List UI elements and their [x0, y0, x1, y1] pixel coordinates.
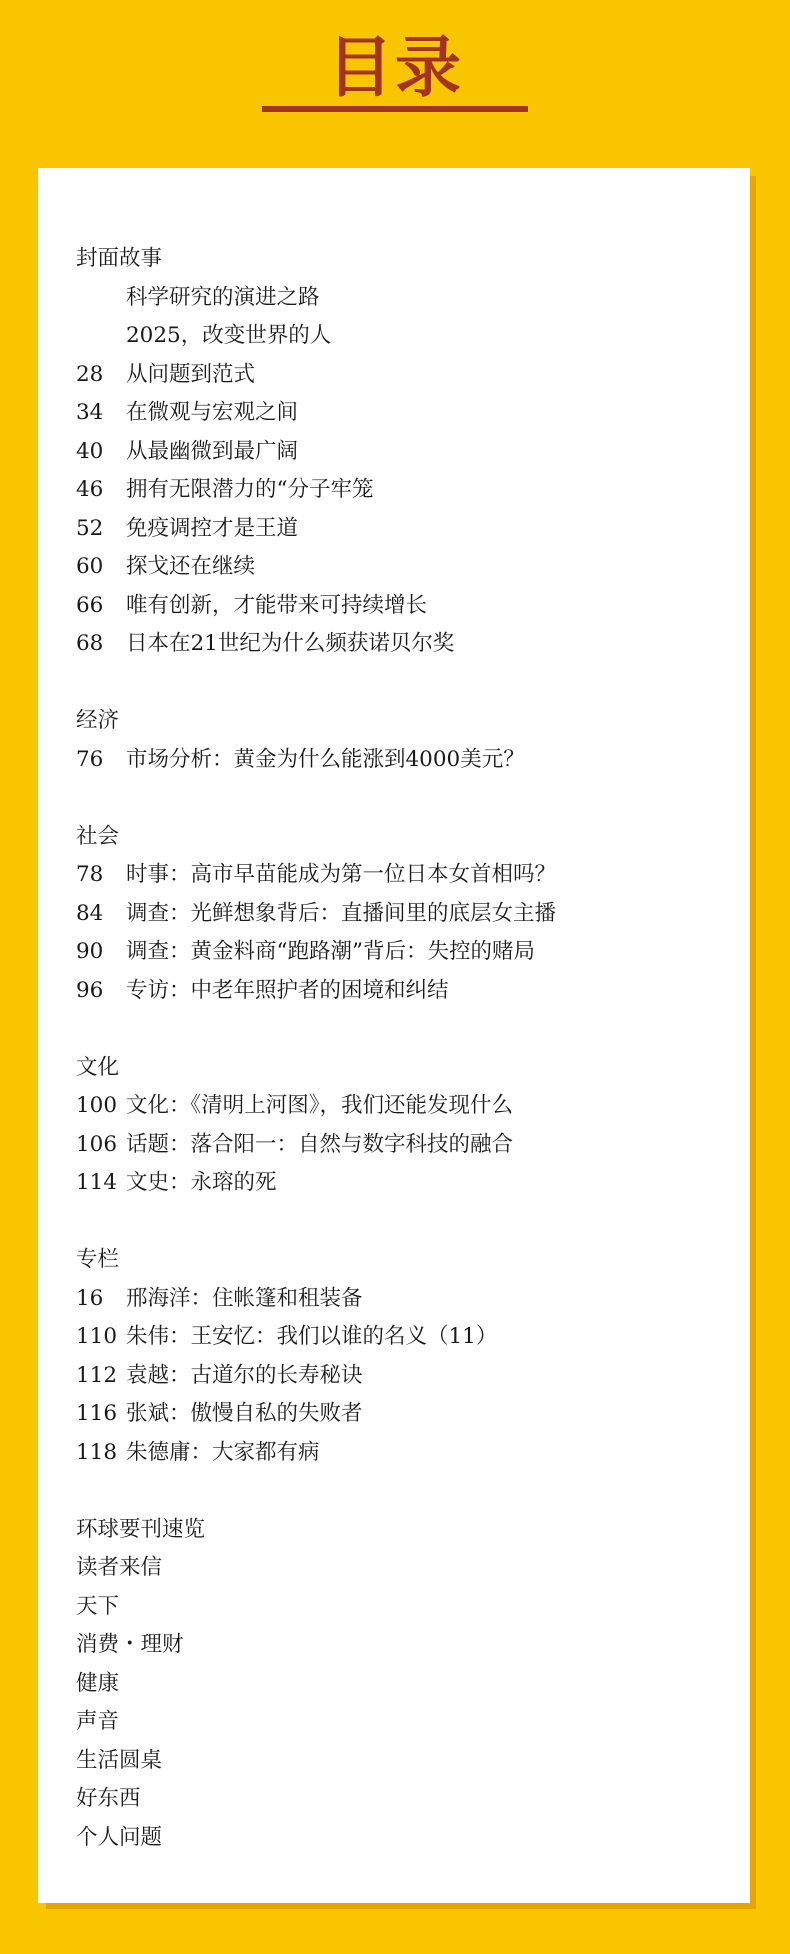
toc-title: 文史：永瑢的死	[126, 1170, 277, 1195]
toc-page-number: 46	[76, 477, 104, 502]
toc-entry[interactable]	[76, 548, 696, 587]
section-spacer	[76, 779, 696, 818]
toc-entry[interactable]	[76, 972, 696, 1011]
toc-title: 调查：光鲜想象背后：直播间里的底层女主播	[126, 900, 557, 926]
department-link[interactable]: 个人问题	[76, 1824, 163, 1850]
toc-page-number: 60	[76, 554, 104, 579]
toc-title: 袁越：古道尔的长寿秘诀	[126, 1362, 363, 1388]
section-spacer	[76, 1472, 696, 1511]
toc-page-number: 34	[76, 400, 104, 425]
toc-entry[interactable]	[76, 433, 696, 472]
section-heading-columns: 专栏	[76, 1247, 120, 1272]
toc-entry[interactable]	[76, 1318, 696, 1357]
toc-page-number: 52	[76, 515, 104, 541]
department-link[interactable]: 健康	[76, 1670, 120, 1696]
toc-page-number: 84	[76, 900, 104, 926]
toc-title: 日本在21世纪为什么频获诺贝尔奖	[126, 631, 455, 656]
toc-title: 市场分析：黄金为什么能涨到4000美元？	[126, 746, 525, 772]
toc-page-number: 112	[76, 1362, 118, 1388]
toc-title: 朱伟：王安忆：我们以谁的名义（11）	[126, 1324, 498, 1349]
toc-title: 邢海洋：住帐篷和租装备	[126, 1285, 363, 1311]
toc-title: 从问题到范式	[126, 361, 256, 387]
toc-title: 专访：中老年照护者的困境和纠结	[126, 977, 449, 1003]
department-link[interactable]: 好东西	[76, 1786, 141, 1811]
toc-title: 唯有创新，才能带来可持续增长	[126, 592, 428, 618]
toc-title: 张斌：傲慢自私的失败者	[126, 1401, 363, 1426]
toc-entry[interactable]	[76, 625, 696, 664]
toc-page-number: 116	[76, 1401, 118, 1426]
section-heading-economy: 经济	[76, 708, 120, 733]
toc-title: 从最幽微到最广阔	[126, 438, 299, 464]
toc-page-number: 114	[76, 1170, 118, 1195]
toc-entry[interactable]	[76, 1434, 696, 1473]
toc-title: 话题：落合阳一：自然与数字科技的融合	[126, 1131, 514, 1157]
section-heading-cover-story: 封面故事	[76, 246, 163, 271]
section-spacer	[76, 1010, 696, 1049]
toc-title: 探戈还在继续	[126, 554, 256, 579]
department-link[interactable]: 生活圆桌	[76, 1747, 163, 1773]
toc-title: 拥有无限潜力的“分子牢笼	[126, 477, 374, 502]
toc-entry[interactable]	[76, 587, 696, 626]
toc-title: 科学研究的演进之路	[126, 284, 320, 310]
toc-entry[interactable]	[76, 471, 696, 510]
toc-entry[interactable]	[76, 1395, 696, 1434]
page-title: 目录	[327, 29, 463, 106]
table-of-contents	[76, 240, 696, 1857]
toc-page-number: 68	[76, 631, 104, 656]
section-heading-culture: 文化	[76, 1054, 120, 1080]
toc-title: 朱德庸：大家都有病	[126, 1439, 320, 1465]
toc-entry[interactable]	[76, 1280, 696, 1319]
toc-page-number: 110	[76, 1324, 118, 1349]
toc-title: 文化：《清明上河图》，我们还能发现什么	[126, 1093, 514, 1118]
section-heading-society: 社会	[76, 823, 120, 849]
toc-entry[interactable]	[76, 279, 696, 318]
department-link[interactable]: 环球要刊速览	[76, 1516, 206, 1542]
toc-title: 在微观与宏观之间	[126, 400, 299, 425]
toc-page-number: 66	[76, 592, 104, 618]
toc-entry[interactable]	[76, 1087, 696, 1126]
toc-entry[interactable]	[76, 856, 696, 895]
title-underline	[262, 106, 528, 112]
toc-page-number: 96	[76, 977, 104, 1003]
toc-title: 免疫调控才是王道	[126, 515, 299, 541]
department-link[interactable]: 声音	[76, 1709, 120, 1734]
department-link[interactable]: 天下	[76, 1593, 120, 1619]
section-spacer	[76, 1203, 696, 1242]
toc-entry[interactable]	[76, 895, 696, 934]
toc-page-number: 16	[76, 1285, 104, 1311]
toc-page-number: 28	[76, 361, 104, 387]
toc-entry[interactable]	[76, 933, 696, 972]
toc-entry[interactable]	[76, 356, 696, 395]
toc-page-number: 106	[76, 1131, 118, 1157]
toc-page-number: 100	[76, 1093, 118, 1118]
section-spacer	[76, 664, 696, 703]
toc-page-number: 40	[76, 438, 104, 464]
toc-page-number: 76	[76, 746, 104, 772]
toc-title: 调查：黄金料商“跑路潮”背后：失控的赌局	[126, 939, 535, 964]
toc-page-number: 90	[76, 939, 104, 964]
department-link[interactable]: 读者来信	[76, 1555, 163, 1580]
toc-entry[interactable]	[76, 510, 696, 549]
toc-entry[interactable]	[76, 394, 696, 433]
toc-entry[interactable]	[76, 741, 696, 780]
toc-page-number: 118	[76, 1439, 118, 1465]
toc-entry[interactable]	[76, 317, 696, 356]
department-link[interactable]: 消费・理财	[76, 1632, 184, 1657]
toc-entry[interactable]	[76, 1164, 696, 1203]
toc-title: 2025，改变世界的人	[126, 323, 332, 348]
toc-page-number: 78	[76, 862, 104, 887]
toc-title: 时事：高市早苗能成为第一位日本女首相吗？	[126, 862, 557, 887]
toc-entry[interactable]	[76, 1357, 696, 1396]
toc-entry[interactable]	[76, 1126, 696, 1165]
